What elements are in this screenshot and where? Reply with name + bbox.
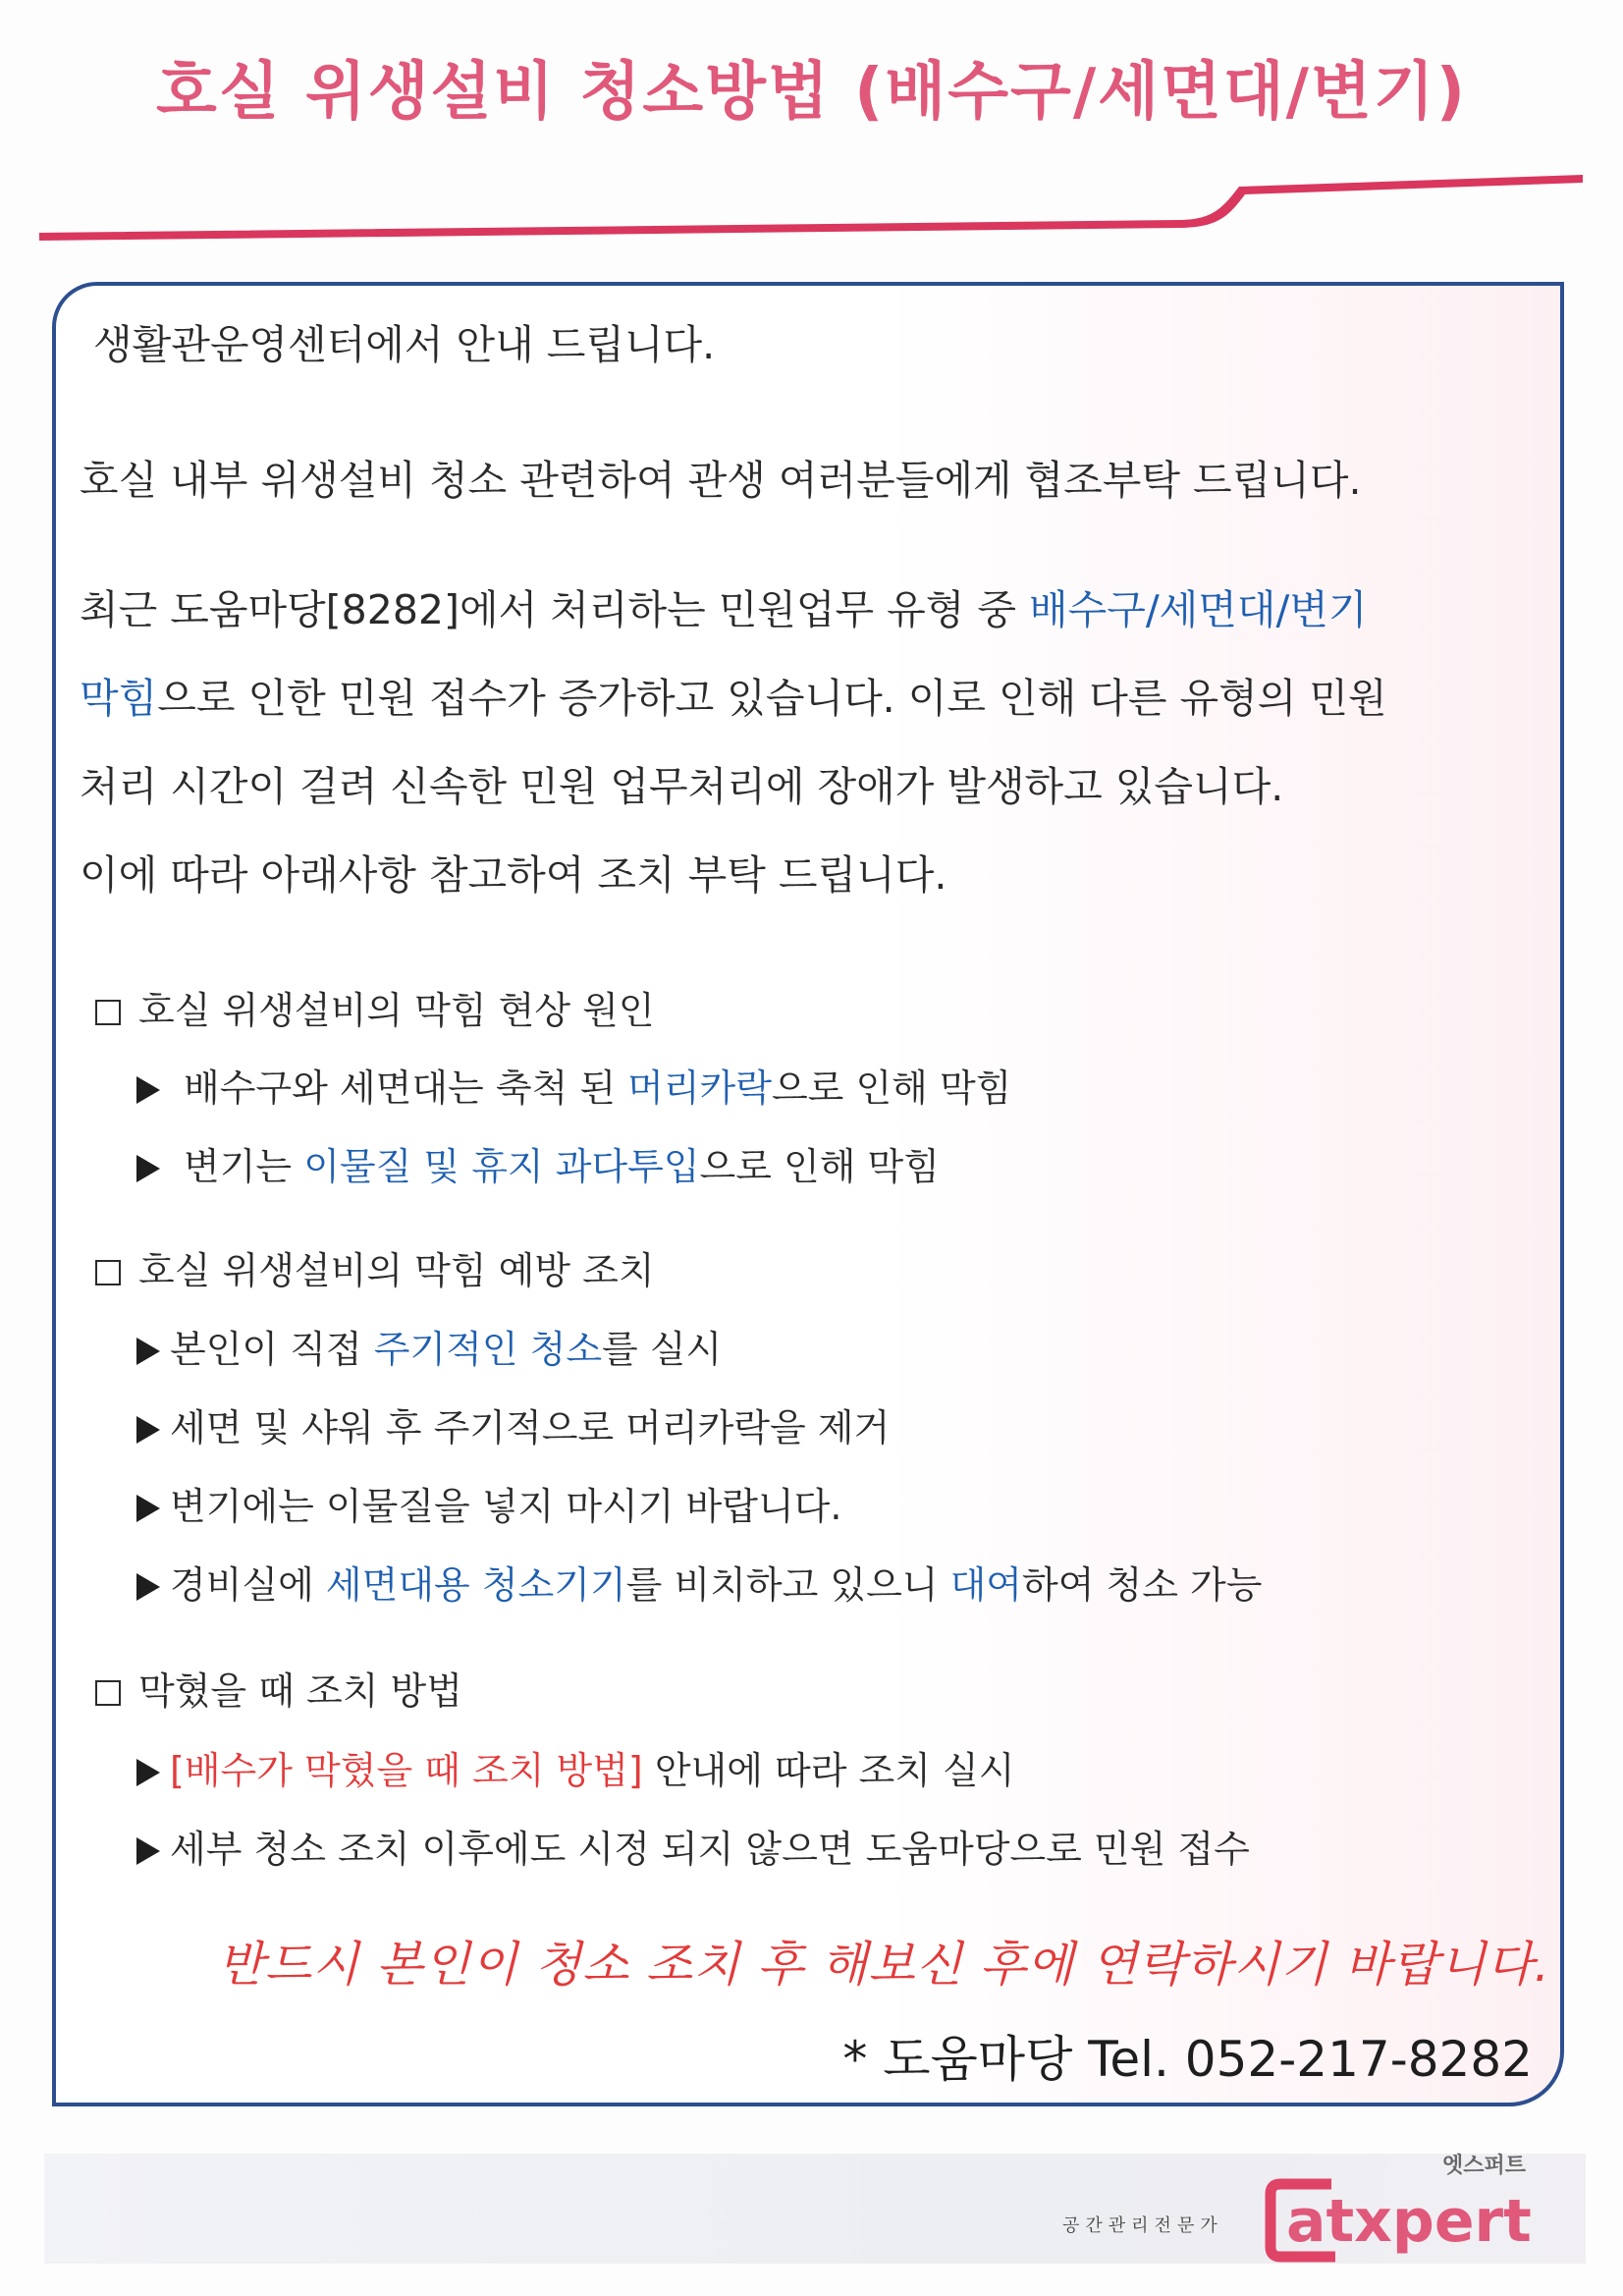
- checkbox-square-icon: [95, 1260, 121, 1285]
- cause-bullet-1-text: 배수구와 세면대는 축척 된: [184, 1066, 628, 1110]
- triangle-bullet-icon: [136, 1338, 160, 1365]
- prevention-bullet-1-text: 본인이 직접: [170, 1328, 374, 1371]
- action-bullet-2-text: 세부 청소 조치 이후에도 시정 되지 않으면 도움마당으로 민원 접수: [170, 1828, 1250, 1871]
- prevention-bullet-1-end: 를 실시: [602, 1328, 723, 1371]
- prevention-highlight-cleaning: 주기적인 청소: [373, 1328, 603, 1371]
- action-highlight-guide: [배수가 막혔을 때 조치 방법]: [170, 1749, 643, 1792]
- cause-bullet-2: [136, 1136, 940, 1190]
- atxpert-logo: [1259, 2139, 1563, 2267]
- title-underline-decoration: [0, 167, 1623, 246]
- action-bullet-1-text: 안내에 따라 조치 실시: [642, 1749, 1015, 1792]
- company-tagline: 공간관리전문가: [1062, 2215, 1223, 2236]
- prevention-bullet-3-text: 변기에는 이물질을 넣지 마시기 바랍니다.: [170, 1485, 842, 1528]
- checkbox-square-icon: [95, 1000, 121, 1025]
- body-line-2-text: 으로 인한 민원 접수가 증가하고 있습니다. 이로 인해 다른 유형의 민원: [157, 675, 1387, 722]
- body-highlight-blockage: 막힘: [80, 675, 158, 722]
- prevention-highlight-rental: 대여: [949, 1563, 1022, 1607]
- triangle-bullet-icon: [136, 1495, 160, 1522]
- closing-statement: 반드시 본인이 청소 조치 후 해보신 후에 연락하시기 바랍니다.: [217, 1937, 1550, 1993]
- cause-bullet-1-end: 으로 인해 막힘: [771, 1066, 1012, 1110]
- logo-wordmark: atxpert: [1286, 2187, 1532, 2256]
- section-prevention-heading: [95, 1240, 655, 1294]
- prevention-bullet-3: [136, 1476, 841, 1530]
- checkbox-square-icon: [95, 1680, 121, 1706]
- cause-highlight-foreign-matter: 이물질 및 휴지 과다투입: [303, 1145, 700, 1188]
- body-line-4: 이에 따라 아래사항 참고하여 조치 부탁 드립니다.: [80, 851, 947, 899]
- triangle-bullet-icon: [136, 1573, 160, 1601]
- section-prevention-heading-text: 호실 위생설비의 막힘 예방 조치: [138, 1249, 655, 1292]
- prevention-bullet-1: [136, 1319, 722, 1373]
- section-action-heading-text: 막혔을 때 조치 방법: [138, 1669, 462, 1713]
- notice-box: [52, 282, 1564, 2106]
- prevention-bullet-2: [136, 1397, 890, 1451]
- cause-bullet-2-text: 변기는: [184, 1145, 304, 1188]
- helpdesk-phone: * 도움마당 Tel. 052-217-8282: [842, 2031, 1533, 2088]
- prevention-bullet-4-end: 하여 청소 가능: [1022, 1563, 1263, 1607]
- prevention-bullet-4-text: 경비실에: [170, 1563, 326, 1607]
- action-bullet-2: [136, 1819, 1250, 1873]
- body-line-2: [80, 666, 1387, 724]
- greeting-text: 생활관운영센터에서 안내 드립니다.: [93, 321, 716, 368]
- prevention-bullet-2-text: 세면 및 샤워 후 주기적으로 머리카락을 제거: [170, 1406, 891, 1449]
- cause-bullet-2-end: 으로 인해 막힘: [699, 1145, 940, 1188]
- triangle-bullet-icon: [136, 1155, 160, 1182]
- body-highlight-fixtures: 배수구/세면대/변기: [1029, 586, 1368, 633]
- request-text: 호실 내부 위생설비 청소 관련하여 관생 여러분들에게 협조부탁 드립니다.: [80, 457, 1362, 504]
- section-action-heading: [95, 1661, 462, 1715]
- page-title: 호실 위생설비 청소방법 (배수구/세면대/변기): [156, 56, 1467, 129]
- triangle-bullet-icon: [136, 1759, 160, 1786]
- triangle-bullet-icon: [136, 1416, 160, 1444]
- body-line-1-text: 최근 도움마당[8282]에서 처리하는 민원업무 유형 중: [80, 586, 1030, 633]
- action-bullet-1: [136, 1740, 1014, 1794]
- section-cause-heading-text: 호실 위생설비의 막힘 현상 원인: [138, 989, 655, 1032]
- prevention-highlight-cleaner: 세면대용 청소기기: [325, 1563, 626, 1607]
- cause-highlight-hair: 머리카락: [627, 1066, 772, 1110]
- body-line-1: [80, 577, 1368, 635]
- triangle-bullet-icon: [136, 1837, 160, 1865]
- triangle-bullet-icon: [136, 1076, 160, 1104]
- body-line-3: 처리 시간이 걸려 신속한 민원 업무처리에 장애가 발생하고 있습니다.: [80, 763, 1284, 810]
- prevention-bullet-4: [136, 1555, 1262, 1609]
- prevention-bullet-4-mid: 를 비치하고 있으니: [625, 1563, 950, 1607]
- cause-bullet-1: [136, 1058, 1011, 1112]
- logo-korean-name: 엣스퍼트: [1441, 2154, 1526, 2178]
- section-cause-heading: [95, 980, 655, 1034]
